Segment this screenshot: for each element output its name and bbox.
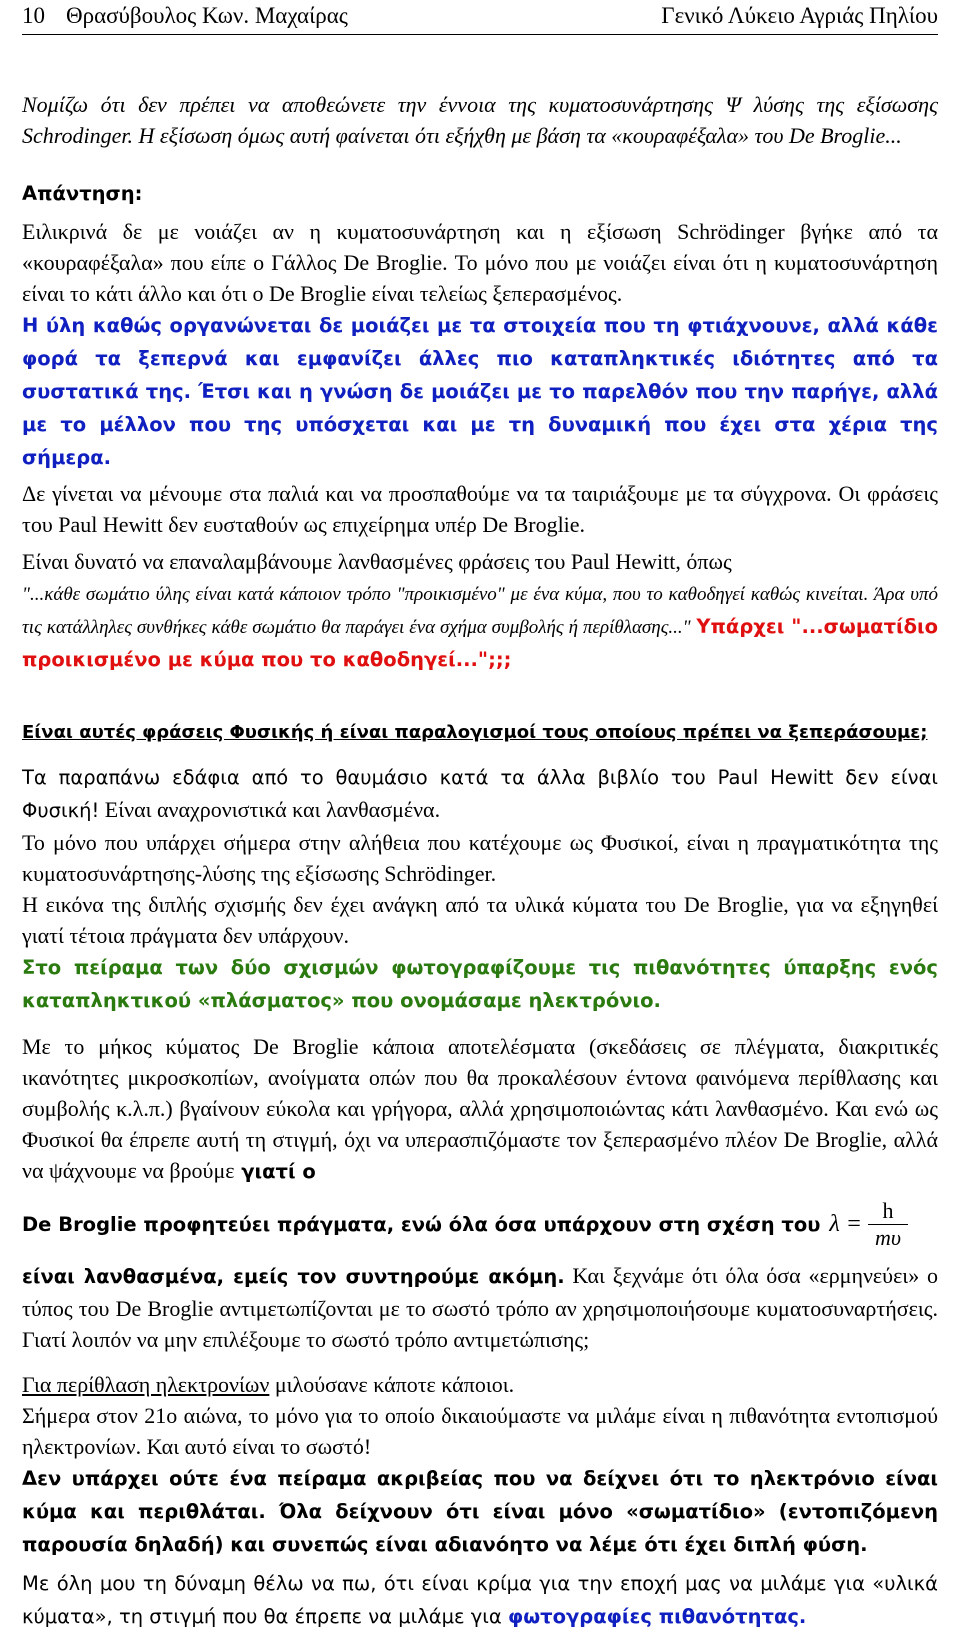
green-paragraph: Στο πείραμα των δύο σχισμών φωτογραφίζουμε τις πιθανότητες ύπαρξης ενός καταπληκτικού «πλάσματος» που ονομάσαμε ηλεκτρόνιο. xyxy=(22,956,938,1012)
fraction xyxy=(868,1198,908,1251)
de-broglie-equation xyxy=(829,1198,908,1251)
underlined-phrase: Για περίθλαση ηλεκτρονίων xyxy=(22,1372,270,1397)
paragraph-11-text: Με το μήκος κύματος De Broglie κάποια αποτελέσματα (σκεδάσεις σε πλέγματα, διακριτικές ικανότητες μικροσκοπίων, ανοίγματα οπών που θα προκαλέσουν έντονα φαινόμενα περίθλασης και συμβολής κ.λ.π.) βγαίνουν εύκολα και γρήγορα, αλλά χρησιμοποιώντας κάτι λανθασμένο. Και ενώ ως Φυσικοί θα έπρεπε αυτή τη στιγμή, όχι να υπερασπιζόμαστε τον ξεπερασμένο πλέον De Broglie, αλλά να ψάχνουμε να βρούμε xyxy=(22,1034,938,1183)
page-number: 10 xyxy=(22,3,45,28)
paragraph-12-bold: είναι λανθασμένα, εμείς τον συντηρούμε ακόμη. xyxy=(22,1265,565,1288)
paragraph-7-sans: Τα παραπάνω εδάφια από το θαυμάσιο κατά τα άλλα βιβλίο του Paul Hewitt δεν είναι Φυσική! xyxy=(22,766,938,822)
paragraph-7 xyxy=(22,761,938,827)
paragraph-1: Ειλικρινά δε με νοιάζει αν η κυματοσυνάρτηση και η εξίσωση Schrödinger βγήκε από τα «κουραφέξαλα» που είπε ο Γάλλος De Broglie. Το μόνο που με νοιάζει είναι ότι η κυματοσυνάρτηση είναι το κάτι άλλο και ότι ο De Broglie είναι τελείως ξεπερασμένος. xyxy=(22,219,938,306)
red-remark: Υπάρχει "...σωματίδιο προικισμένο με κύμα που το καθοδηγεί...";;; xyxy=(22,615,939,671)
paragraph-4: Είναι δυνατό να επαναλαμβάνουμε λανθασμένες φράσεις του Paul Hewitt, όπως xyxy=(22,549,732,574)
header-author: Θρασύβουλος Κων. Μαχαίρας xyxy=(66,3,348,28)
page-header xyxy=(22,0,938,35)
lambda-symbol: λ = xyxy=(829,1210,862,1237)
fraction-numerator: h xyxy=(882,1197,894,1223)
paragraph-13 xyxy=(22,1369,938,1400)
paragraph-14: Σήμερα στον 21ο αιώνα, το μόνο για το οποίο δικαιούμαστε να μιλάμε είναι η πιθανότητα εντοπισμού ηλεκτρονίων. Και αυτό είναι το σωστό! xyxy=(22,1403,938,1459)
bold-paragraph: Δεν υπάρχει ούτε ένα πείραμα ακριβείας που να δείχνει ότι το ηλεκτρόνιο είναι κύμα και περιθλάται. Όλα δείχνουν ότι είναι μόνο «σωματίδιο» (εντοπιζόμενη παρουσία δηλαδή) και συνεπώς είναι αδιανόητο να λέμε ότι έχει διπλή φύση. xyxy=(22,1467,938,1556)
answer-heading: Απάντηση: xyxy=(22,182,143,205)
fraction-denominator: mυ xyxy=(875,1224,901,1250)
paragraph-16-sans: Με όλη μου τη δύναμη θέλω να πω, ότι είναι κρίμα για την εποχή μας να μιλάμε για «υλικά κύματα», τη στιγμή που θα έπρεπε να μιλάμε για xyxy=(22,1572,938,1628)
blue-paragraph: Η ύλη καθώς οργανώνεται δε μοιάζει με τα στοιχεία που τη φτιάχνουνε, αλλά κάθε φορά τα ξεπερνά και εμφανίζει άλλες πιο καταπληκτικές ιδιότητες από τα συστατικά της. Έτσι και η γνώση δε μοιάζει με το παρελθόν που την παρήγε, αλλά με το μέλλον που της υπόσχεται και με τη δυναμική που έχει στα χέρια της σήμερα. xyxy=(22,314,938,469)
question-paragraph: Νομίζω ότι δεν πρέπει να αποθεώνετε την έννοια της κυματοσυνάρτησης Ψ λύσης της εξίσωσης Schrodinger. Η εξίσωση όμως αυτή φαίνεται ότι εξήχθη με βάση τα «κουραφέξαλα» του De Broglie... xyxy=(22,92,938,148)
paragraph-3: Δε γίνεται να μένουμε στα παλιά και να προσπαθούμε να τα ταιριάξουμε με τα σύγχρονα. Οι φράσεις του Paul Hewitt δεν ευσταθούν ως επιχείρημα υπέρ De Broglie. xyxy=(22,481,938,537)
equation-text: De Broglie προφητεύει πράγματα, ενώ όλα όσα υπάρχουν στη σχέση του xyxy=(22,1212,821,1236)
paragraph-11 xyxy=(22,1031,938,1188)
paragraph-12 xyxy=(22,1260,938,1355)
paragraph-8: Το μόνο που υπάρχει σήμερα στην αλήθεια που κατέχουμε ως Φυσικοί, είναι η πραγματικότητα της κυματοσυνάρτησης-λύσης της εξίσωσης Schrödinger. xyxy=(22,830,938,886)
paragraph-5 xyxy=(22,577,938,676)
underlined-question: Είναι αυτές φράσεις Φυσικής ή είναι παραλογισμοί τους οποίους πρέπει να ξεπεράσουμε; xyxy=(22,722,928,743)
paragraph-11-bold: γιατί ο xyxy=(234,1160,316,1183)
paragraph-9: Η εικόνα της διπλής σχισμής δεν έχει ανάγκη από τα υλικά κύματα του De Broglie, για να εξηγηθεί γιατί τέτοια πράγματα δεν υπάρχουν. xyxy=(22,892,938,948)
paragraph-13-rest: μιλούσανε κάποτε κάποιοι. xyxy=(269,1372,515,1397)
equation-row xyxy=(22,1188,938,1260)
paragraph-7-serif: Είναι αναχρονιστικά και λανθασμένα. xyxy=(99,797,441,822)
hewitt-quote: "...κάθε σωμάτιο ύλης είναι κατά κάποιον τρόπο "προικισμένο" με ένα κύμα, που το καθοδηγεί καθώς κινείται. Άρα υπό τις κατάλληλες συνθήκες κάθε σωμάτιο θα παράγει ένα σχήμα συμβολής ή περίθλασης..." xyxy=(22,584,938,638)
paragraph-16 xyxy=(22,1567,938,1633)
paragraph-12-text: Και ξεχνάμε ότι όλα όσα «ερμηνεύει» ο τύπος του De Broglie αντιμετωπίζονται με το σωστό τρόπο αν χρησιμοποιήσουμε κυματοσυναρτήσεις. Γιατί λοιπόν να μην επιλέξουμε το σωστό τρόπο αντιμετώπισης; xyxy=(22,1263,938,1352)
header-school: Γενικό Λύκειο Αγριάς Πηλίου xyxy=(661,3,938,28)
paragraph-16-blue: φωτογραφίες πιθανότητας. xyxy=(507,1605,807,1628)
